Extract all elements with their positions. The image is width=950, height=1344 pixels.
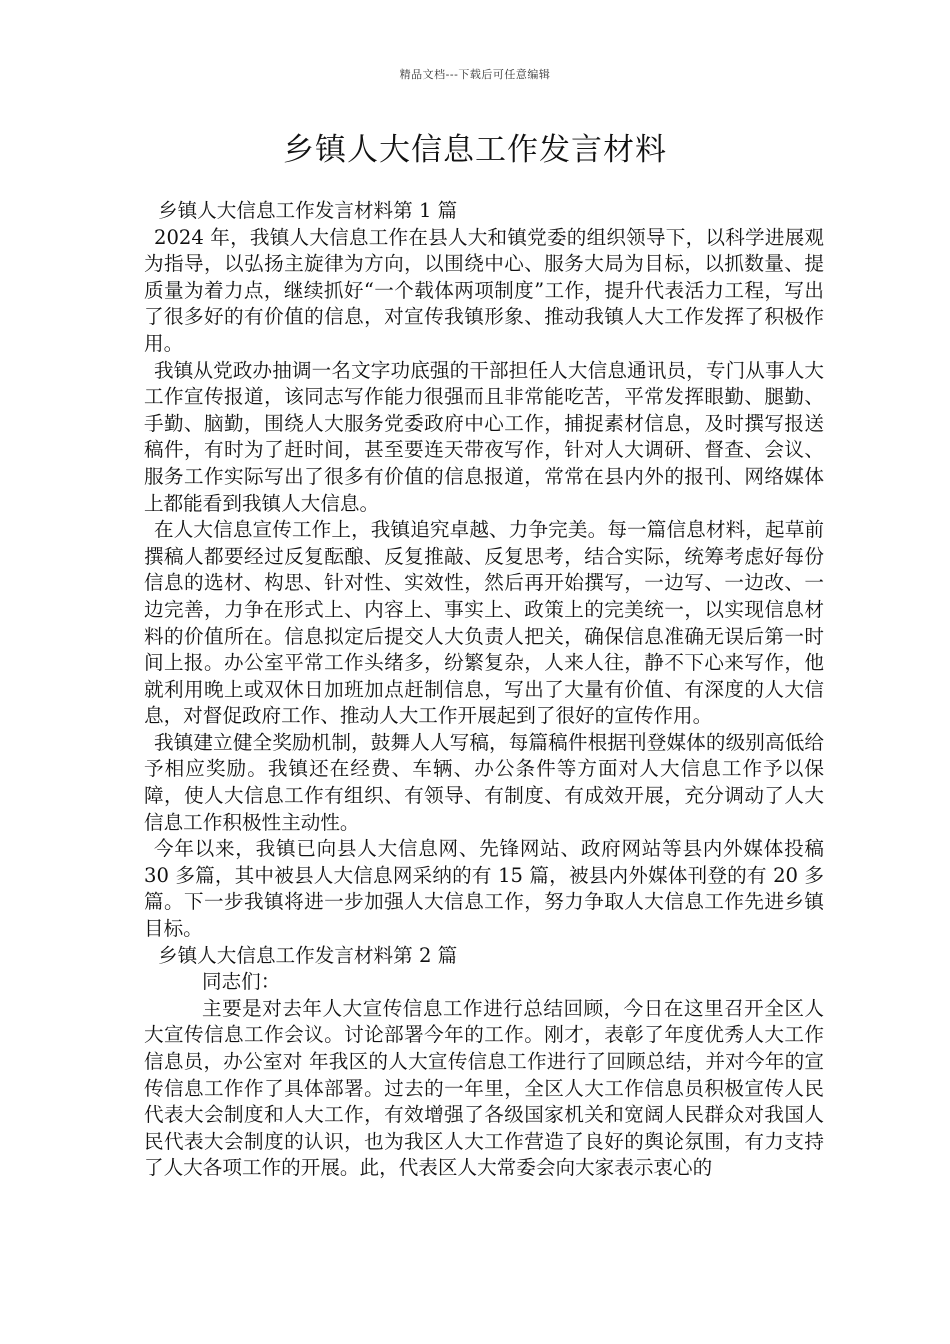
section-1-paragraph-5: 今年以来，我镇已向县人大信息网、先锋网站、政府网站等县内外媒体投稿 30 多篇，其中被县人大信息网采纳的有 15 篇，被县内外媒体刊登的有 20 多篇。下一步我镇将进一步加强人大信息工作，努力争取人大信息工作先进乡镇目标。	[144, 837, 824, 941]
section-2-greeting: 同志们：	[202, 970, 281, 994]
section-1-paragraph-3: 在人大信息宣传工作上，我镇追究卓越、力争完美。每一篇信息材料，起草前撰稿人都要经过反复酝酿、反复推敲、反复思考，结合实际，统筹考虑好每份信息的选材、构思、针对性、实效性，然后再开始撰写，一边写、一边改、一边完善，力争在形式上、内容上、事实上、政策上的完美统一，以实现信息材料的价值所在。信息拟定后提交人大负责人把关，确保信息准确无误后第一时间上报。办公室平常工作头绪多，纷繁复杂，人来人往，静不下心来写作，他就利用晚上或双休日加班加点赶制信息，写出了大量有价值、有深度的人大信息，对督促政府工作、推动人大工作开展起到了很好的宣传作用。	[144, 518, 824, 728]
page-header-note: 精品文档---下载后可任意编辑	[399, 68, 551, 81]
section-1-paragraph-1: 2024 年，我镇人大信息工作在县人大和镇党委的组织领导下，以科学进展观为指导，以弘扬主旋律为方向，以围绕中心、服务大局为目标，以抓数量、提质量为着力点，继续抓好“一个载体两项制度”工作，提升代表活力工程，写出了很多好的有价值的信息，对宣传我镇形象、推动我镇人大工作发挥了积极作用。	[144, 225, 824, 355]
document-title: 乡镇人大信息工作发言材料	[283, 132, 667, 168]
section-1-paragraph-4: 我镇建立健全奖励机制，鼓舞人人写稿，每篇稿件根据刊登媒体的级别高低给予相应奖励。我镇还在经费、车辆、办公条件等方面对人大信息工作予以保障，使人大信息工作有组织、有领导、有制度、有成效开展，充分调动了人大信息工作积极性主动性。	[144, 730, 824, 834]
section-2-paragraph-1: 主要是对去年人大宣传信息工作进行总结回顾，今日在这里召开全区人大宣传信息工作会议。讨论部署今年的工作。刚才，表彰了年度优秀人大工作信息员，办公室对 年我区的人大宣传信息工作进行了回顾总结，并对今年的宣传信息工作作了具体部署。过去的一年里，全区人大工作信息员积极宣传人民代表大会制度和人大工作，有效增强了各级国家机关和宽阔人民群众对我国人民代表大会制度的认识，也为我区人大工作营造了良好的舆论氛围，有力支持了人大各项工作的开展。此，代表区人大常委会向大家表示衷心的	[144, 996, 824, 1180]
section-1-paragraph-2: 我镇从党政办抽调一名文字功底强的干部担任人大信息通讯员，专门从事人大工作宣传报道，该同志写作能力很强而且非常能吃苦，平常发挥眼勤、腿勤、手勤、脑勤，围绕人大服务党委政府中心工作，捕捉素材信息，及时撰写报送稿件，有时为了赶时间，甚至要连天带夜写作，针对人大调研、督查、会议、服务工作实际写出了很多有价值的信息报道，常常在县内外的报刊、网络媒体上都能看到我镇人大信息。	[144, 358, 824, 515]
document-body	[144, 198, 824, 1182]
section-2-heading: 乡镇人大信息工作发言材料第 2 篇	[158, 943, 458, 967]
section-1-heading: 乡镇人大信息工作发言材料第 1 篇	[158, 199, 458, 222]
